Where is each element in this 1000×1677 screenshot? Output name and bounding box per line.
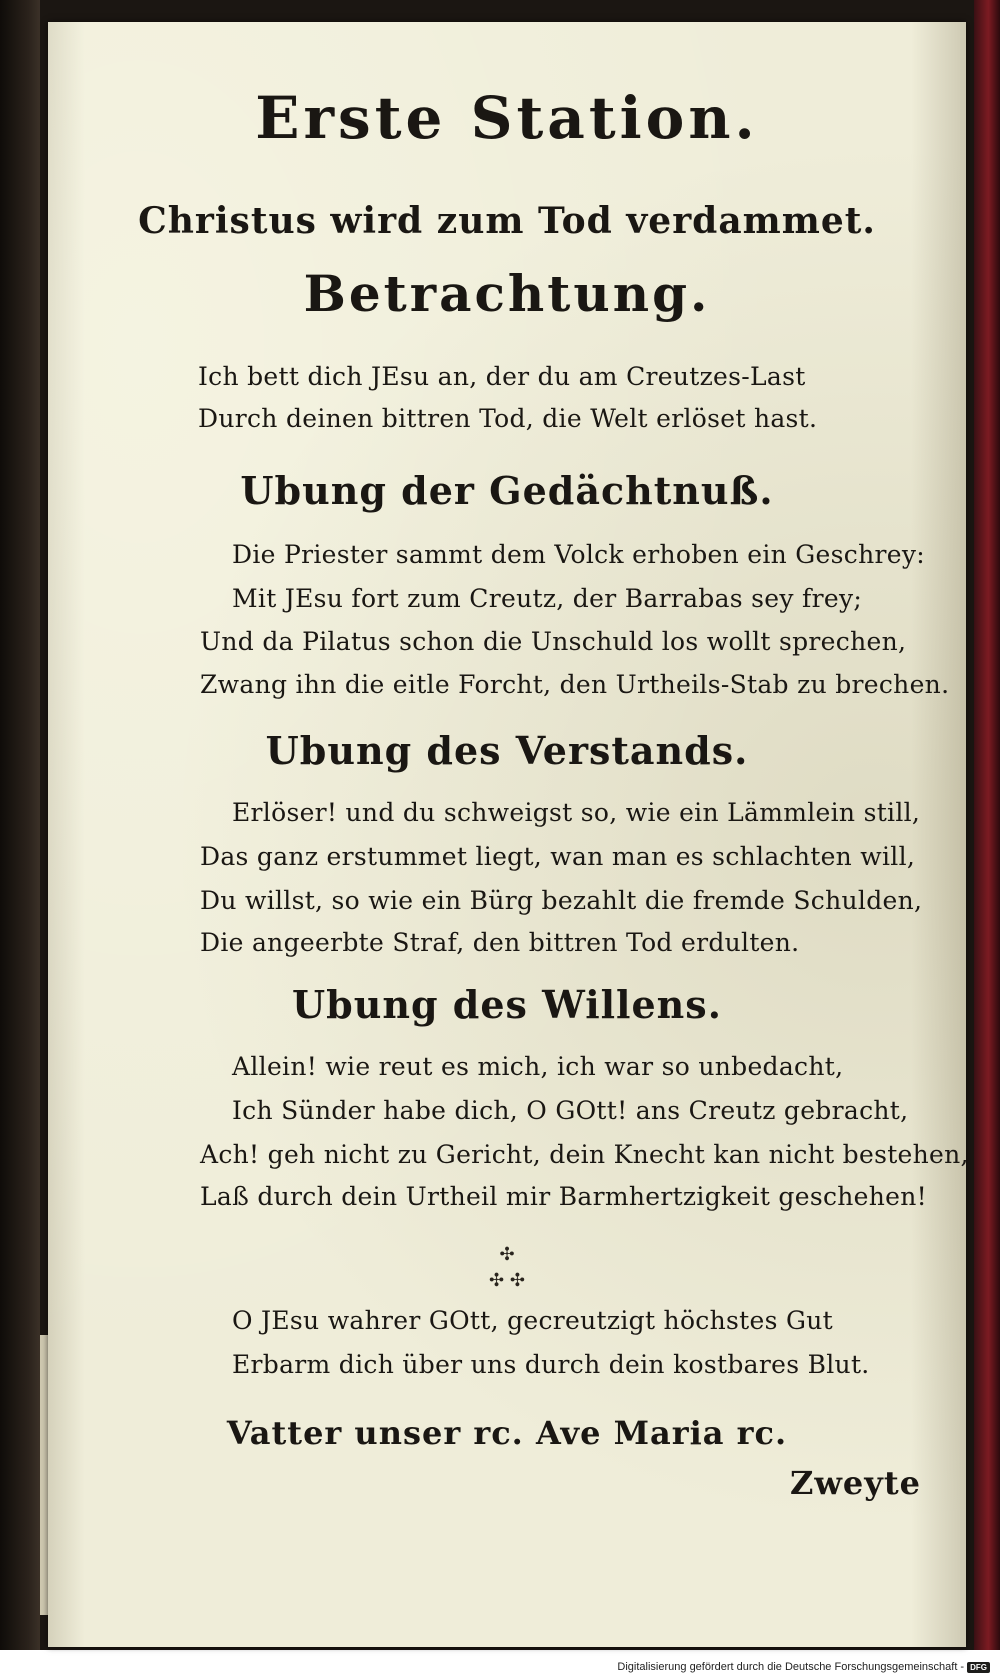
gedaechtnuss-line: Zwang ihn die eitle Forcht, den Urtheils-Stab zu brechen. — [200, 670, 950, 699]
station-title: Erste Station. — [255, 84, 759, 152]
willen-line: Allein! wie reut es mich, ich war so unbedacht, — [232, 1052, 844, 1081]
gedaechtnuss-line: Die Priester sammt dem Volck erhoben ein Geschrey: — [232, 540, 925, 569]
willen-line: Laß durch dein Urtheil mir Barmhertzigkeit geschehen! — [200, 1182, 927, 1211]
betrachtung-line: Durch deinen bittren Tod, die Welt erlöset hast. — [198, 404, 818, 433]
dfg-logo-icon: DFG — [967, 1662, 990, 1673]
gedaechtnuss-line: Und da Pilatus schon die Unschuld los wollt sprechen, — [200, 627, 907, 656]
verstand-line: Du willst, so wie ein Bürg bezahlt die fremde Schulden, — [200, 886, 923, 915]
gedaechtnuss-line: Mit JEsu fort zum Creutz, der Barrabas sey frey; — [232, 584, 863, 613]
willen-line: Ich Sünder habe dich, O GOtt! ans Creutz gebracht, — [232, 1096, 909, 1125]
verstand-line: Das ganz erstummet liegt, wan man es schlachten will, — [200, 842, 916, 871]
betrachtung-line: Ich bett dich JEsu an, der du am Creutzes-Last — [198, 362, 806, 391]
betrachtung-heading: Betrachtung. — [303, 264, 711, 323]
verstand-heading: Ubung des Verstands. — [265, 728, 749, 773]
digitization-credit — [617, 1661, 990, 1673]
prayer-line: Erbarm dich über uns durch dein kostbares Blut. — [232, 1350, 870, 1379]
catchword: Zweyte — [790, 1464, 921, 1502]
book-page — [48, 22, 969, 1647]
credit-text: Digitalisierung gefördert durch die Deutsche Forschungsgemeinschaft - — [617, 1661, 965, 1673]
station-subtitle: Christus wird zum Tod verdammet. — [138, 200, 876, 242]
prayer-line: O JEsu wahrer GOtt, gecreutzigt höchstes Gut — [232, 1306, 833, 1335]
ornament-icon: ✣ — [499, 1244, 515, 1265]
book-edge-left — [0, 0, 40, 1650]
verstand-line: Die angeerbte Straf, den bittren Tod erdulten. — [200, 928, 800, 957]
book-spine-right — [974, 0, 1000, 1650]
verstand-line: Erlöser! und du schweigst so, wie ein Lämmlein still, — [232, 798, 921, 827]
ornament-icon: ✣ ✣ — [489, 1270, 525, 1291]
gedaechtnuss-heading: Ubung der Gedächtnuß. — [240, 468, 774, 513]
willen-heading: Ubung des Willens. — [292, 982, 722, 1027]
willen-line: Ach! geh nicht zu Gericht, dein Knecht kan nicht bestehen, — [200, 1140, 969, 1169]
closing-prayer: Vatter unser rc. Ave Maria rc. — [226, 1414, 788, 1452]
